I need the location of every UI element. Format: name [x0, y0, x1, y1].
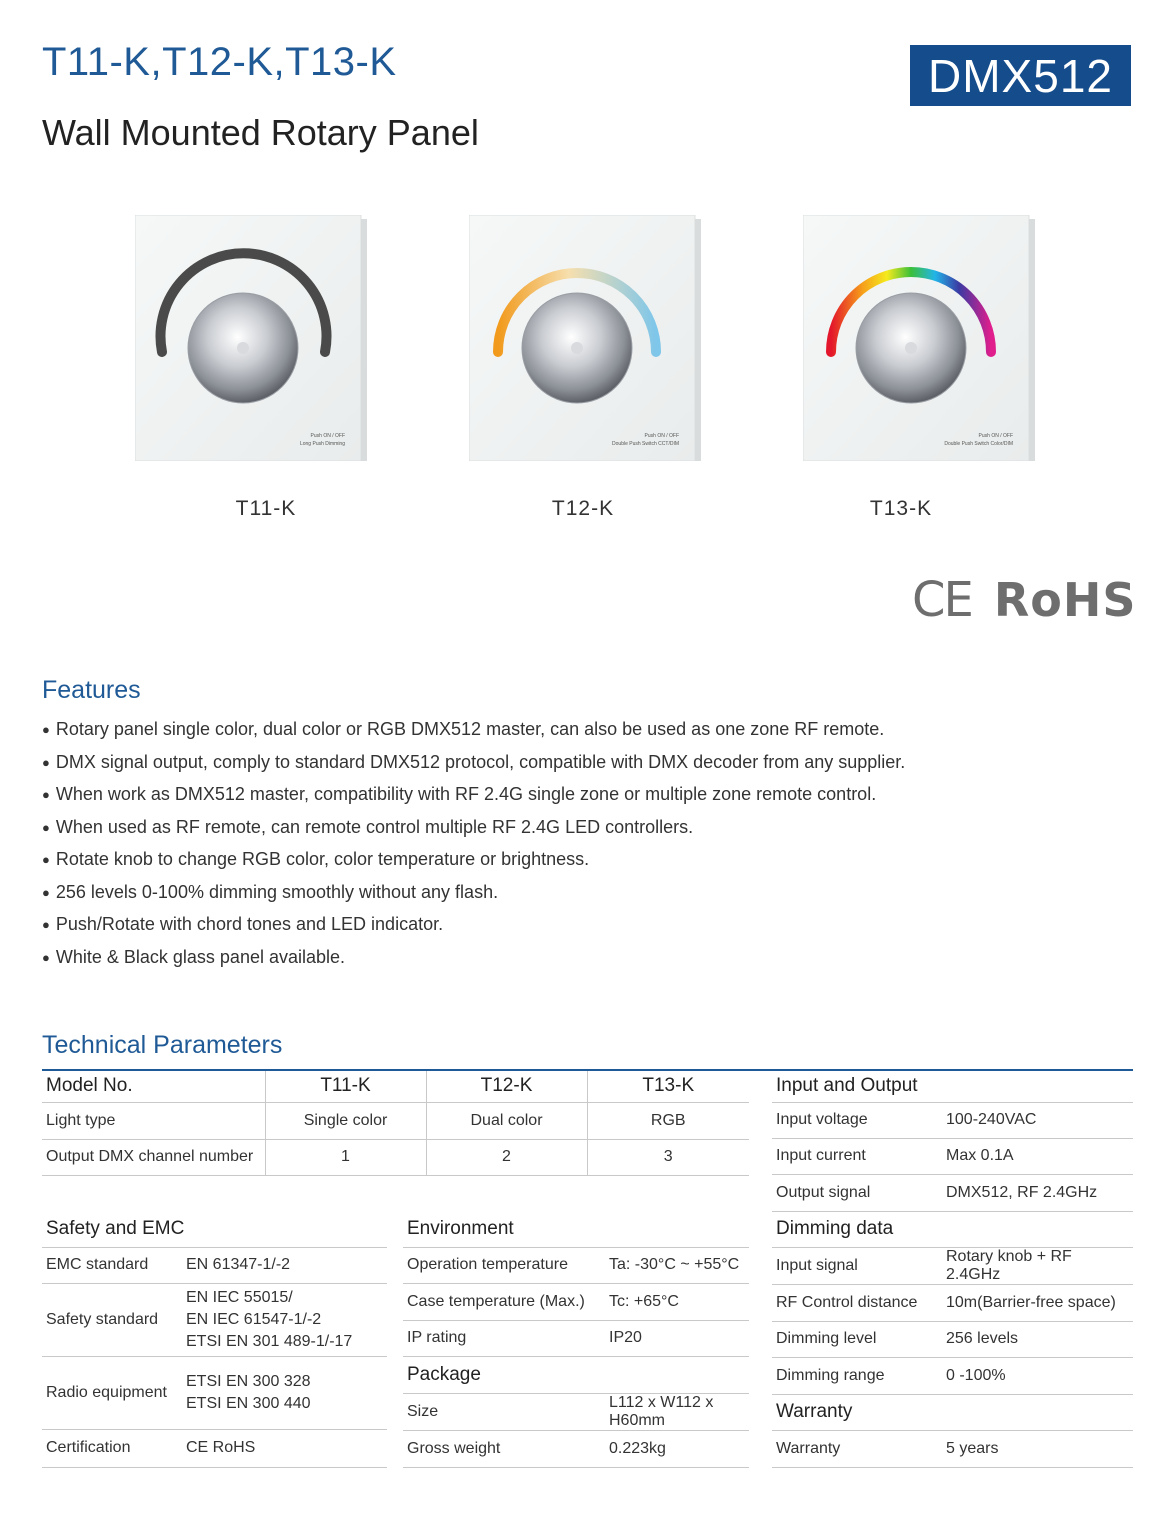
table-row: Light type Single color Dual color RGB: [42, 1102, 749, 1139]
feature-item: ● 256 levels 0-100% dimming smoothly without any flash.: [42, 879, 1142, 912]
product-label-t11k: T11-K: [235, 497, 297, 520]
table-row: Output signal DMX512, RF 2.4GHz: [772, 1174, 1133, 1211]
table-row: Radio equipment ETSI EN 300 328 ETSI EN 300 440: [42, 1356, 387, 1429]
table-row: Operation temperature Ta: -30°C ~ +55°C: [403, 1247, 749, 1283]
feature-item: ● Rotary panel single color, dual color or RGB DMX512 master, can also be used as one zone RF remote.: [42, 716, 1142, 749]
feature-item: ● When work as DMX512 master, compatibility with RF 2.4G single zone or multiple zone remote control.: [42, 781, 1142, 814]
table-row: Input current Max 0.1A: [772, 1138, 1133, 1174]
table-row: Input signal Rotary knob + RF 2.4GHz: [772, 1247, 1133, 1284]
product-image-t11k: [135, 215, 367, 461]
table-row: Safety standard EN IEC 55015/ EN IEC 61547-1/-2 ETSI EN 301 489-1/-17: [42, 1283, 387, 1356]
product-label-t12k: T12-K: [551, 497, 615, 520]
product-image-t13k: [803, 215, 1035, 461]
page-subtitle: Wall Mounted Rotary Panel: [42, 112, 479, 153]
environment-table: [403, 1211, 749, 1468]
table-row: Warranty: [772, 1394, 1133, 1430]
product-label-t13k: T13-K: [869, 497, 933, 520]
table-row: Input and Output: [772, 1071, 1133, 1102]
feature-item: ● DMX signal output, comply to standard DMX512 protocol, compatible with DMX decoder from any supplier.: [42, 749, 1142, 782]
product-image-t12k: [469, 215, 701, 461]
table-row: Certification CE RoHS: [42, 1429, 387, 1467]
feature-item: ● White & Black glass panel available.: [42, 944, 1142, 977]
certification-marks: [912, 572, 1137, 628]
features-list: [42, 716, 1142, 976]
table-row: Model No. T11-K T12-K T13-K: [42, 1071, 749, 1102]
svg-text:Push ON / OFF: Push ON / OFF: [644, 433, 679, 439]
rohs-mark: RoHS: [993, 573, 1137, 627]
table-row: Gross weight 0.223kg: [403, 1430, 749, 1467]
svg-text:Long Push Dimming: Long Push Dimming: [299, 441, 345, 447]
table-row: Environment: [403, 1211, 749, 1247]
table-row: Package: [403, 1356, 749, 1393]
svg-text:Push ON / OFF: Push ON / OFF: [978, 433, 1013, 439]
svg-text:Push ON / OFF: Push ON / OFF: [310, 433, 345, 439]
feature-item: ● Rotate knob to change RGB color, color temperature or brightness.: [42, 846, 1142, 879]
input-output-table: [772, 1071, 1133, 1468]
table-row: Case temperature (Max.) Tc: +65°C: [403, 1283, 749, 1320]
tech-params-title: Technical Parameters: [42, 1031, 283, 1059]
table-row: Dimming level 256 levels: [772, 1321, 1133, 1357]
feature-item: ● When used as RF remote, can remote control multiple RF 2.4G LED controllers.: [42, 814, 1142, 847]
protocol-badge: DMX512: [910, 45, 1131, 106]
table-row: Input voltage 100-240VAC: [772, 1102, 1133, 1138]
table-row: RF Control distance 10m(Barrier-free space): [772, 1284, 1133, 1321]
model-table: [42, 1071, 749, 1176]
svg-text:Double Push Switch CCT/DIM: Double Push Switch CCT/DIM: [612, 441, 679, 447]
table-row: Output DMX channel number 1 2 3: [42, 1139, 749, 1175]
page-title: T11-K,T12-K,T13-K: [42, 40, 397, 84]
table-row: Size L112 x W112 x H60mm: [403, 1393, 749, 1430]
table-row: Dimming range 0 -100%: [772, 1357, 1133, 1394]
table-row: Dimming data: [772, 1211, 1133, 1247]
features-title: Features: [42, 676, 141, 704]
table-row: Safety and EMC: [42, 1211, 387, 1247]
safety-table: [42, 1211, 387, 1468]
table-row: Warranty 5 years: [772, 1430, 1133, 1467]
table-row: EMC standard EN 61347-1/-2: [42, 1247, 387, 1283]
ce-mark: CE: [912, 572, 972, 628]
feature-item: ● Push/Rotate with chord tones and LED indicator.: [42, 911, 1142, 944]
svg-text:Double Push Switch Color/DIM: Double Push Switch Color/DIM: [944, 441, 1013, 447]
table-row: IP rating IP20: [403, 1320, 749, 1356]
